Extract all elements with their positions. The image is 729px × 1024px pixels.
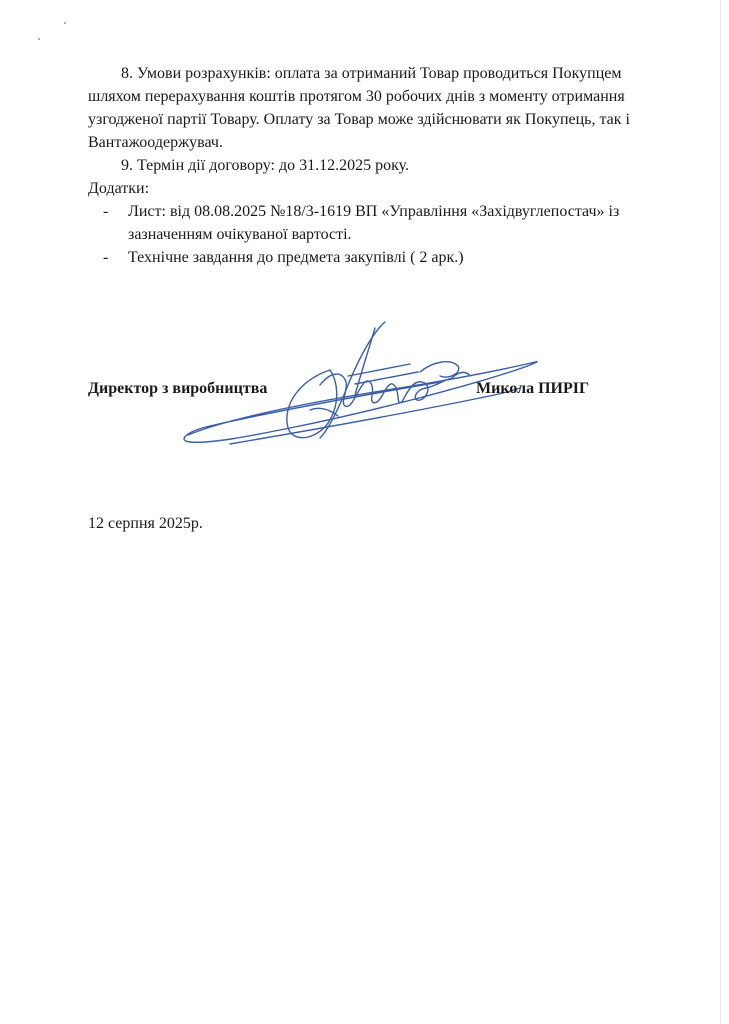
attachment-2-line-1: Технічне завдання до предмета закупівлі ( 2 арк.)	[128, 249, 464, 266]
clause-8-line-3: узгодженої партії Товару. Оплату за Товар може здійснювати як Покупець, так і	[88, 111, 630, 128]
clause-9: 9. Термін дії договору: до 31.12.2025 року.	[121, 157, 410, 174]
list-dash: -	[103, 203, 109, 220]
document-date: 12 серпня 2025р.	[88, 515, 203, 532]
clause-8-line-1: 8. Умови розрахунків: оплата за отриманий Товар проводиться Покупцем	[121, 65, 622, 82]
attachment-1-line-2: зазначенням очікуваної вартості.	[128, 226, 352, 243]
signer-name: Микола ПИРІГ	[476, 380, 590, 397]
attachments-heading: Додатки:	[88, 180, 150, 197]
attachment-1-line-1: Лист: від 08.08.2025 №18/3-1619 ВП «Управління «Західвуглепостач» із	[128, 203, 620, 220]
scan-edge	[720, 0, 721, 1024]
scan-speck	[64, 22, 66, 24]
list-dash: -	[103, 249, 109, 266]
attachment-item	[88, 246, 670, 269]
clause-8-line-2: шляхом перерахування коштів протягом 30 робочих днів з моменту отримання	[88, 88, 625, 105]
scan-speck	[38, 38, 40, 40]
position-title: Директор з виробництва	[88, 380, 268, 397]
attachment-item	[88, 200, 670, 246]
clause-8-line-4: Вантажоодержувач.	[88, 134, 223, 151]
